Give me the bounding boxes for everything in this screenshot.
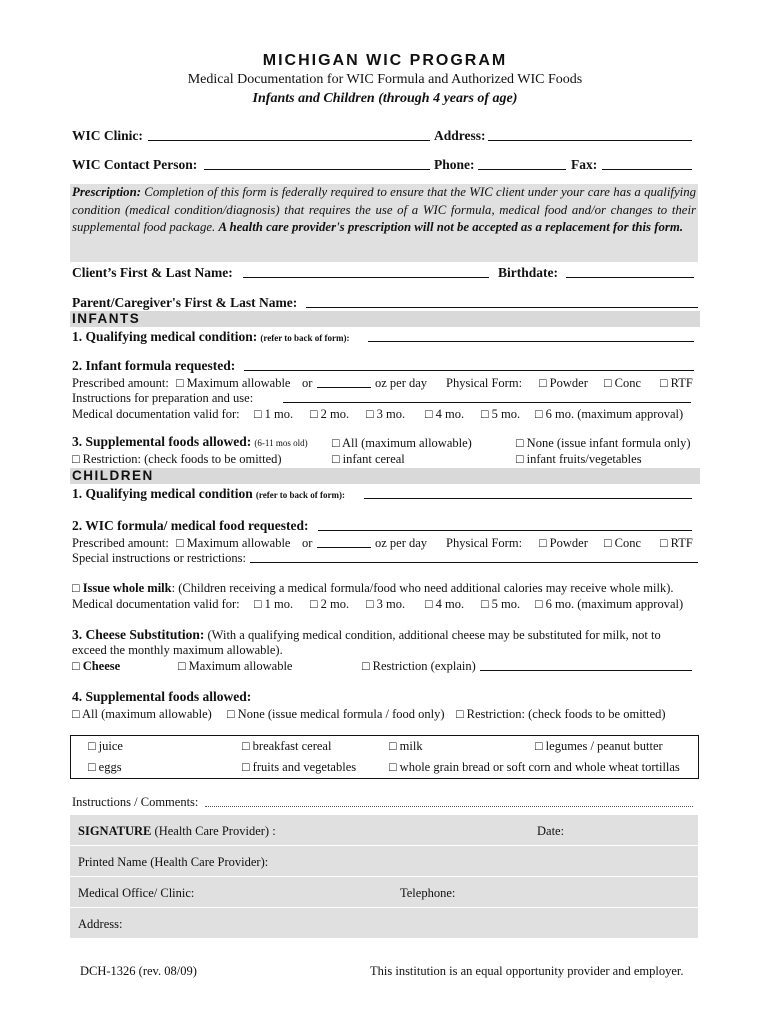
child-or-label: or — [302, 536, 313, 550]
child-q3: 3. Cheese Substitution: (With a qualifying medical condition, additional cheese may be substituted for milk, not to — [72, 627, 661, 642]
birthdate-field[interactable] — [566, 277, 694, 278]
infant-6mo-checkbox[interactable]: □ 6 mo. (maximum approval) — [535, 407, 684, 421]
child-q2: 2. WIC formula/ medical food requested: — [72, 518, 309, 533]
prescription-notice — [70, 184, 698, 262]
infant-powder-checkbox[interactable]: □ Powder — [539, 376, 588, 390]
infant-4mo-checkbox[interactable]: □ 4 mo. — [425, 407, 465, 421]
child-1mo-checkbox[interactable]: □ 1 mo. — [254, 597, 294, 611]
juice-checkbox[interactable]: □ juice — [88, 739, 123, 753]
child-4mo-checkbox[interactable]: □ 4 mo. — [425, 597, 465, 611]
legumes-checkbox[interactable]: □ legumes / peanut butter — [535, 739, 663, 753]
office-row[interactable] — [70, 877, 698, 908]
infant-all-checkbox[interactable]: □ All (maximum allowable) — [332, 436, 472, 450]
child-prescribed-amount-label: Prescribed amount: — [72, 536, 169, 550]
cheese-restriction-checkbox[interactable]: □ Restriction (explain) — [362, 659, 476, 673]
fruits-vegetables-checkbox[interactable]: □ fruits and vegetables — [242, 760, 357, 774]
prescription-bold-text: A health care provider's prescription will not be accepted as a replacement for this form. — [218, 220, 684, 234]
client-name-label: Client’s First & Last Name: — [72, 265, 233, 280]
infant-instructions-field[interactable] — [283, 402, 691, 403]
infant-q3: 3. Supplemental foods allowed: (6-11 mos old) — [72, 434, 308, 449]
address-label: Address: — [434, 128, 486, 143]
children-heading: CHILDREN — [70, 468, 700, 484]
infant-none-checkbox[interactable]: □ None (issue infant formula only) — [516, 436, 691, 450]
infant-condition-field[interactable] — [368, 341, 694, 342]
parent-name-label: Parent/Caregiver's First & Last Name: — [72, 295, 298, 310]
infant-q1: 1. Qualifying medical condition: (refer to back of form): — [72, 329, 350, 344]
child-physical-form-label: Physical Form: — [446, 536, 523, 550]
infant-3mo-checkbox[interactable]: □ 3 mo. — [366, 407, 406, 421]
infant-conc-checkbox[interactable]: □ Conc — [604, 376, 642, 390]
phone-field[interactable] — [478, 169, 566, 170]
infant-valid-for-label: Medical documentation valid for: — [72, 407, 240, 421]
child-max-allowable-checkbox[interactable]: □ Maximum allowable — [176, 536, 291, 550]
signature-row[interactable]: SIGNATURE (Health Care Provider) : Date: — [70, 815, 698, 846]
child-all-checkbox[interactable]: □ All (maximum allowable) — [72, 707, 212, 721]
infant-prescribed-amount-label: Prescribed amount: — [72, 376, 169, 390]
infant-oz-label: oz per day — [375, 376, 428, 390]
equal-opportunity-statement: This institution is an equal opportunity provider and employer. — [370, 964, 684, 978]
printed-name-label: Printed Name (Health Care Provider): — [78, 855, 269, 869]
client-name-field[interactable] — [243, 277, 489, 278]
cheese-row: □ Cheese — [72, 659, 121, 673]
prescription-text: Completion of this form is federally required to ensure that the WIC client under your care has a qualifying condition (medical condition/diagnosis) that requires the use of a WIC formula, medical food and/or changes to their supplemental food package. — [72, 185, 696, 234]
telephone-label: Telephone: — [400, 886, 456, 900]
phone-label: Phone: — [434, 157, 475, 172]
form-id: DCH-1326 (rev. 08/09) — [80, 964, 197, 978]
breakfast-cereal-checkbox[interactable]: □ breakfast cereal — [242, 739, 332, 753]
child-powder-checkbox[interactable]: □ Powder — [539, 536, 588, 550]
child-q4: 4. Supplemental foods allowed: — [72, 689, 252, 704]
infant-fruits-checkbox[interactable]: □ infant fruits/vegetables — [516, 452, 642, 466]
office-label: Medical Office/ Clinic: — [78, 886, 195, 900]
eggs-checkbox[interactable]: □ eggs — [88, 760, 122, 774]
parent-name-field[interactable] — [306, 307, 698, 308]
printed-name-row[interactable] — [70, 846, 698, 877]
whole-milk-checkbox[interactable]: □ — [72, 581, 80, 595]
child-special-field[interactable] — [250, 562, 698, 563]
child-rtf-checkbox[interactable]: □ RTF — [660, 536, 693, 550]
child-formula-field[interactable] — [318, 530, 692, 531]
cheese-max-checkbox[interactable]: □ Maximum allowable — [178, 659, 293, 673]
milk-checkbox[interactable]: □ milk — [389, 739, 423, 753]
child-restriction-checkbox[interactable]: □ Restriction: (check foods to be omitted) — [456, 707, 666, 721]
child-oz-label: oz per day — [375, 536, 428, 550]
child-2mo-checkbox[interactable]: □ 2 mo. — [310, 597, 350, 611]
infant-rtf-checkbox[interactable]: □ RTF — [660, 376, 693, 390]
child-none-checkbox[interactable]: □ None (issue medical formula / food only) — [227, 707, 445, 721]
address-row[interactable] — [70, 908, 698, 939]
cheese-checkbox[interactable]: □ — [72, 659, 80, 673]
infant-2mo-checkbox[interactable]: □ 2 mo. — [310, 407, 350, 421]
infant-or-label: or — [302, 376, 313, 390]
infant-cereal-checkbox[interactable]: □ infant cereal — [332, 452, 405, 466]
date-label: Date: — [537, 824, 565, 838]
birthdate-label: Birthdate: — [498, 265, 558, 280]
child-3mo-checkbox[interactable]: □ 3 mo. — [366, 597, 406, 611]
provider-address-label: Address: — [78, 917, 123, 931]
whole-milk-row: □ Issue whole milk: (Children receiving a medical formula/food who need additional calories may receive whole milk). — [72, 581, 674, 595]
whole-grain-checkbox[interactable]: □ whole grain bread or soft corn and whole wheat tortillas — [389, 760, 680, 774]
child-condition-field[interactable] — [364, 498, 692, 499]
address-field[interactable] — [488, 140, 692, 141]
child-conc-checkbox[interactable]: □ Conc — [604, 536, 642, 550]
infant-1mo-checkbox[interactable]: □ 1 mo. — [254, 407, 294, 421]
page-subtitle-age: Infants and Children (through 4 years of age) — [252, 91, 518, 106]
page-title: MICHIGAN WIC PROGRAM — [262, 52, 508, 69]
infant-physical-form-label: Physical Form: — [446, 376, 523, 390]
page-subtitle: Medical Documentation for WIC Formula and Authorized WIC Foods — [187, 72, 583, 87]
child-q1: 1. Qualifying medical condition (refer to back of form): — [72, 486, 346, 501]
contact-person-field[interactable] — [204, 169, 430, 170]
cheese-restriction-field[interactable] — [480, 670, 692, 671]
comments-label: Instructions / Comments: — [72, 795, 199, 809]
child-5mo-checkbox[interactable]: □ 5 mo. — [481, 597, 521, 611]
fax-field[interactable] — [602, 169, 692, 170]
wic-clinic-field[interactable] — [148, 140, 430, 141]
child-oz-field[interactable] — [317, 547, 371, 548]
infants-heading: INFANTS — [70, 311, 700, 327]
infant-5mo-checkbox[interactable]: □ 5 mo. — [481, 407, 521, 421]
comments-field[interactable] — [205, 806, 693, 807]
child-q3-text-2: exceed the monthly maximum allowable). — [72, 643, 283, 657]
infant-restriction-checkbox[interactable]: □ Restriction: (check foods to be omitted) — [72, 452, 282, 466]
fax-label: Fax: — [571, 157, 598, 172]
wic-clinic-label: WIC Clinic: — [72, 128, 143, 143]
child-special-label: Special instructions or restrictions: — [72, 551, 246, 565]
infant-q2: 2. Infant formula requested: — [72, 358, 236, 373]
child-6mo-checkbox[interactable]: □ 6 mo. (maximum approval) — [535, 597, 684, 611]
infant-oz-field[interactable] — [317, 387, 371, 388]
infant-instructions-label: Instructions for preparation and use: — [72, 391, 254, 405]
contact-person-label: WIC Contact Person: — [72, 157, 198, 172]
child-valid-for-label: Medical documentation valid for: — [72, 597, 240, 611]
infant-max-allowable-checkbox[interactable]: □ Maximum allowable — [176, 376, 291, 390]
prescription-label: Prescription: — [72, 185, 141, 199]
infant-formula-field[interactable] — [244, 370, 694, 371]
